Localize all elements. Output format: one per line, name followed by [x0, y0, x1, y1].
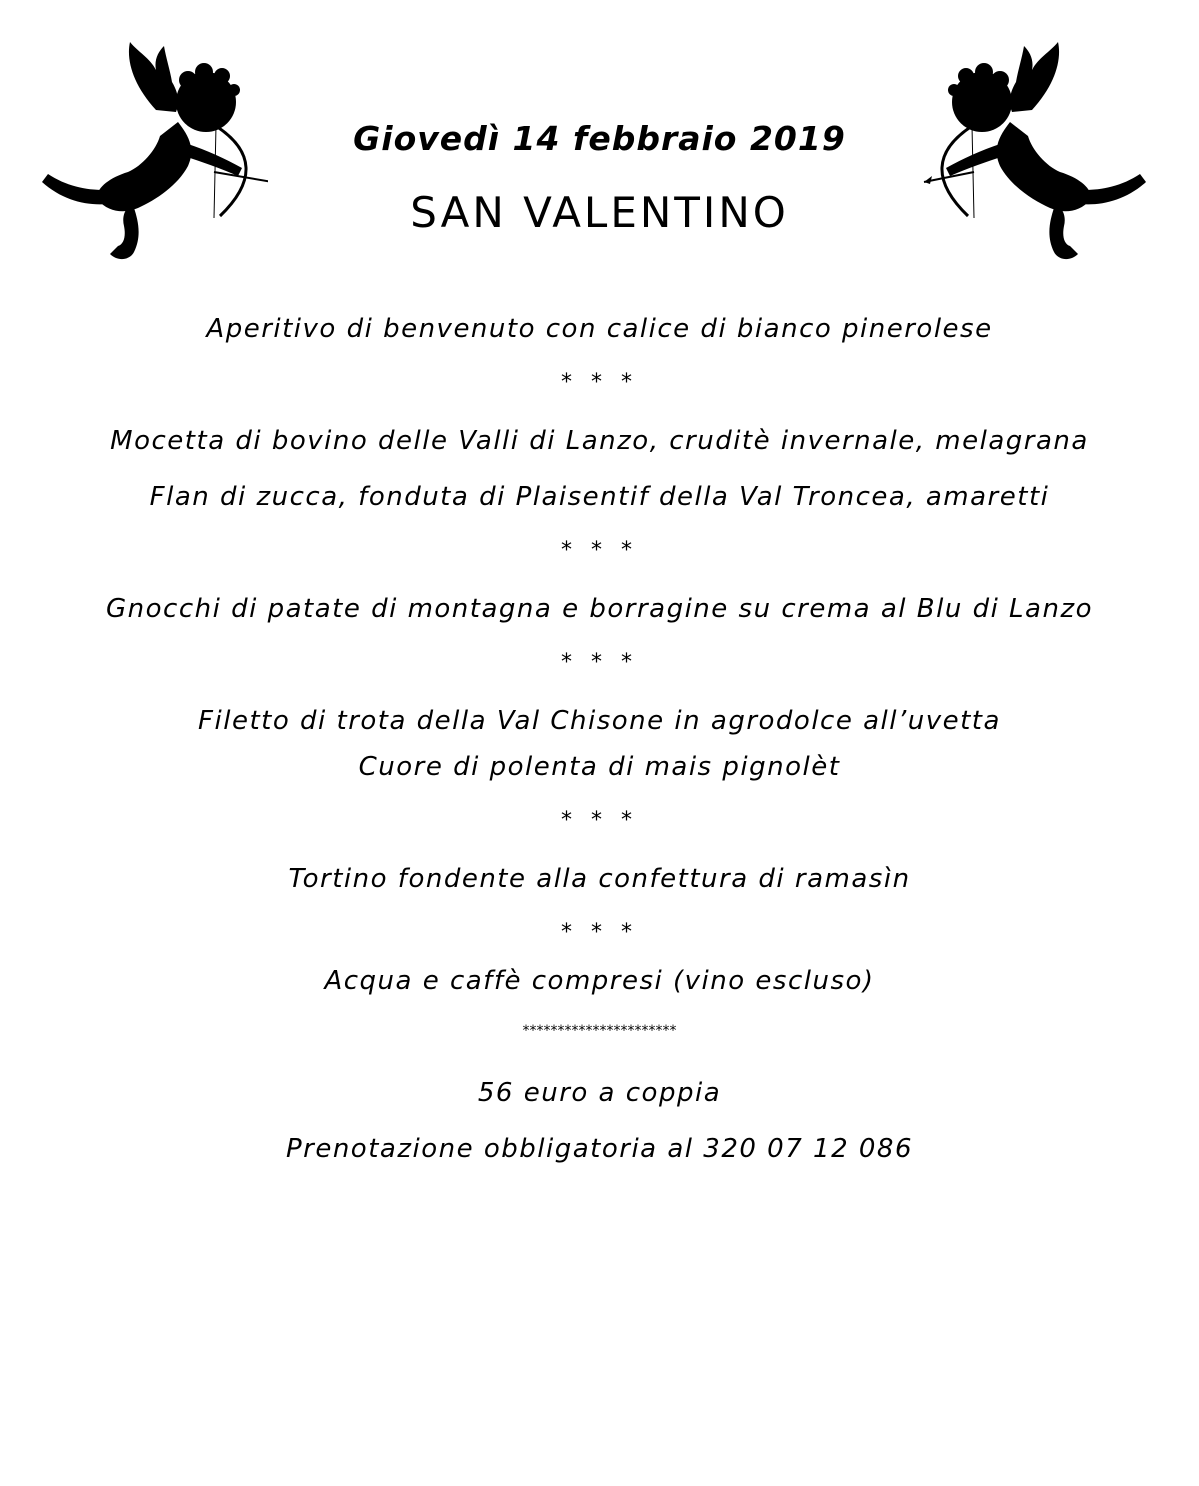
event-date: Giovedì 14 febbraio 2019 — [353, 119, 846, 158]
menu-separator: * * * — [561, 808, 638, 833]
page-title: SAN VALENTINO — [410, 188, 789, 237]
menu-secondo-2: Cuore di polenta di mais pignolèt — [358, 752, 841, 782]
menu-secondo-1: Filetto di trota della Val Chisone in agrodolce all’uvetta — [198, 706, 1001, 736]
menu-dolce: Tortino fondente alla confettura di ramasìn — [288, 864, 911, 894]
menu-antipasto-1: Mocetta di bovino delle Valli di Lanzo, cruditè invernale, melagrana — [110, 426, 1089, 456]
booking-info: Prenotazione obbligatoria al 320 07 12 086 — [285, 1134, 914, 1164]
cupid-icon — [38, 40, 268, 270]
price: 56 euro a coppia — [477, 1078, 722, 1108]
menu-separator: * * * — [561, 370, 638, 395]
menu-aperitivo: Aperitivo di benvenuto con calice di bianco pinerolese — [206, 314, 993, 344]
menu-primo: Gnocchi di patate di montagna e borragine su crema al Blu di Lanzo — [105, 594, 1094, 624]
long-separator: ********************** — [522, 1023, 677, 1039]
menu-separator: * * * — [561, 650, 638, 675]
menu-antipasto-2: Flan di zucca, fonduta di Plaisentif della Val Troncea, amaretti — [149, 482, 1050, 512]
menu-separator: * * * — [561, 920, 638, 945]
cupid-icon — [920, 40, 1150, 270]
menu-separator: * * * — [561, 538, 638, 563]
menu-bevande: Acqua e caffè compresi (vino escluso) — [324, 966, 875, 996]
